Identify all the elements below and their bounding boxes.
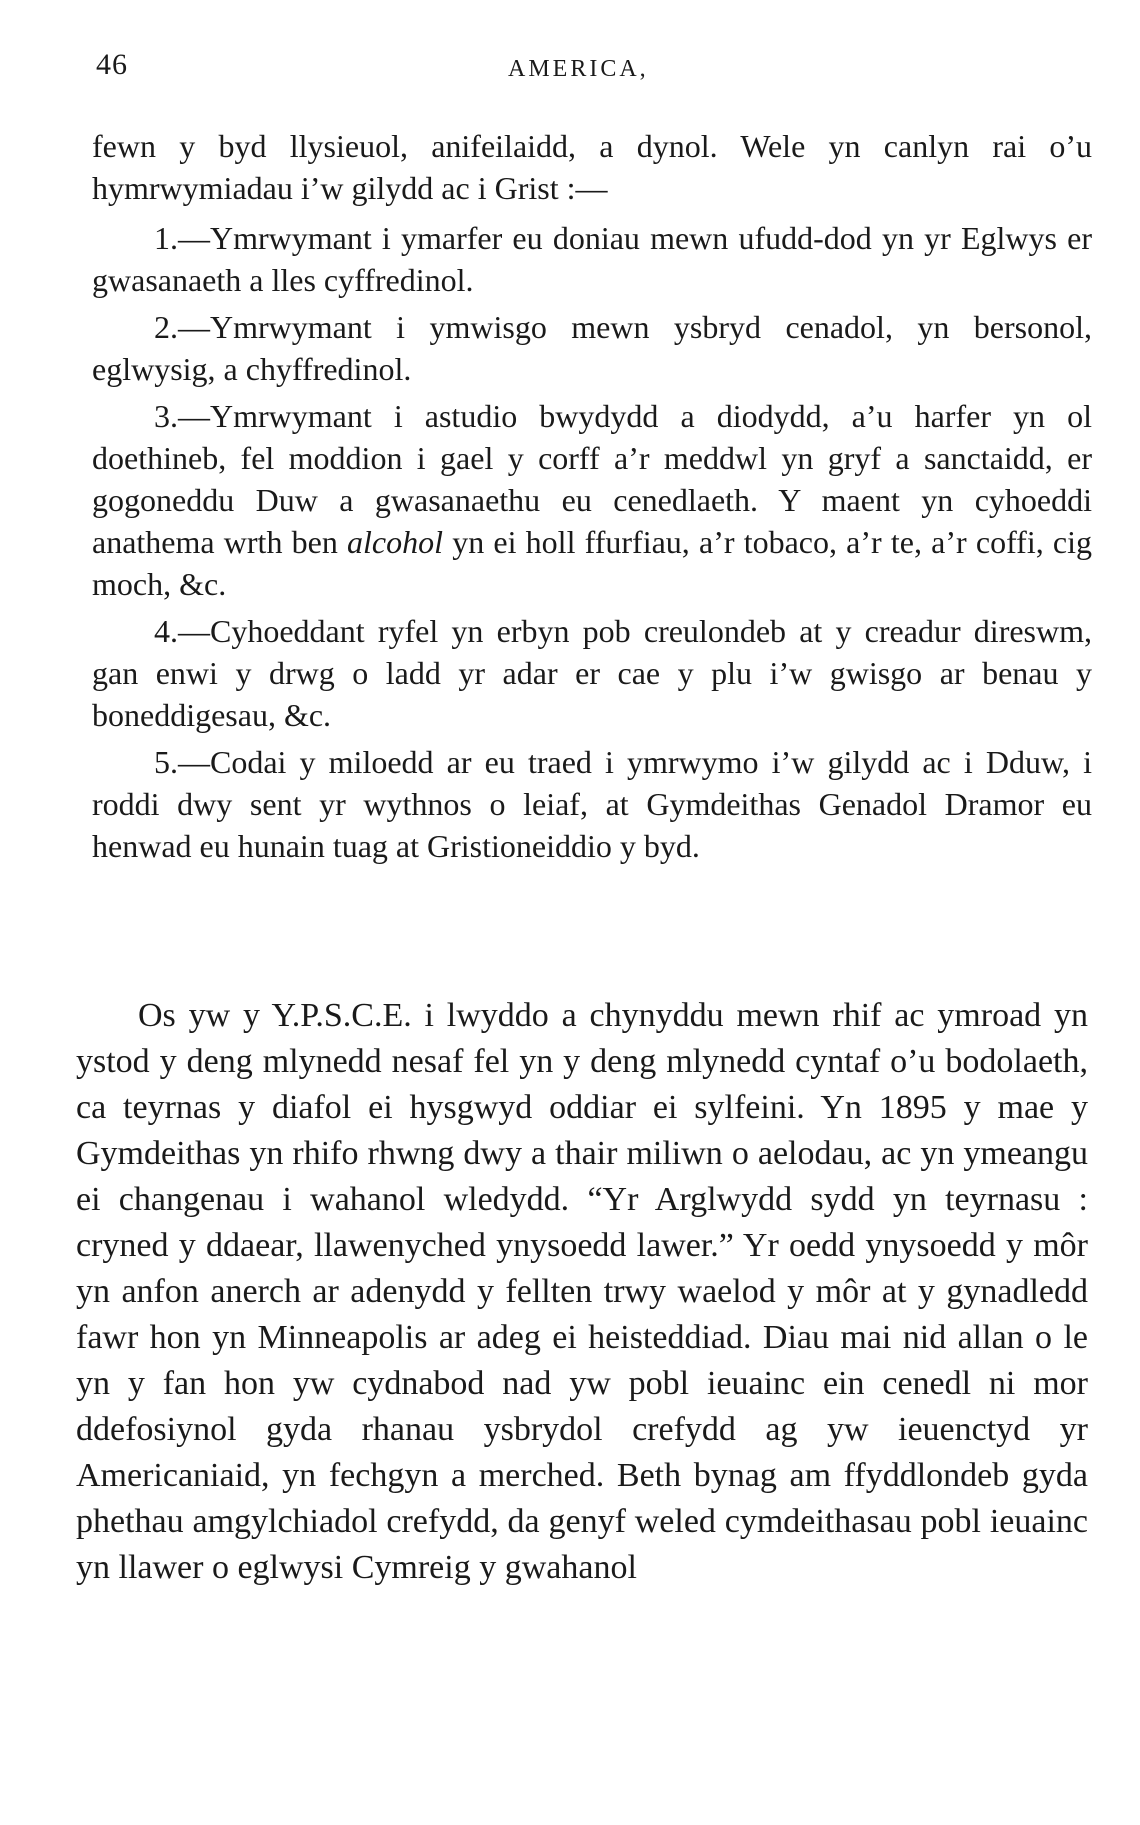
italic-term: alcohol bbox=[347, 524, 444, 560]
resolution-number: 2. bbox=[154, 309, 178, 345]
page-number: 46 bbox=[96, 48, 128, 81]
resolution-number: 5. bbox=[154, 744, 178, 780]
intro-paragraph: fewn y byd llysieuol, anifeilaidd, a dynol. Wele yn canlyn rai o’u hymrwymiadau i’w gilydd ac i Grist :— bbox=[92, 128, 1092, 206]
resolution-text-continued: yn ei holl ffurfiau, a’r tobaco, a’r te, a’r coffi, cig moch, &c. bbox=[92, 524, 1093, 602]
resolution-text: —Ymrwymant i ymwisgo mewn ysbryd cenadol, yn bersonol, eglwysig, a chyffredinol. bbox=[92, 309, 1092, 387]
resolutions-section bbox=[92, 125, 1092, 872]
resolution-item-4 bbox=[92, 610, 1092, 736]
main-text-section bbox=[76, 993, 1088, 1591]
resolution-item-2 bbox=[92, 306, 1092, 390]
resolution-text: —Ymrwymant i ymarfer eu doniau mewn ufudd-dod yn yr Eglwys er gwasanaeth a lles cyffredinol. bbox=[92, 220, 1092, 298]
resolution-text: —Codai y miloedd ar eu traed i ymrwymo i’w gilydd ac i Dduw, i roddi dwy sent yr wythnos o leiaf, at Gymdeithas Genadol Dramor eu henwad eu hunain tuag at Gristioneiddio y byd. bbox=[92, 744, 1092, 864]
running-header bbox=[96, 48, 1096, 88]
running-title: AMERICA, bbox=[508, 56, 649, 82]
resolution-number: 1. bbox=[154, 220, 178, 256]
resolution-number: 4. bbox=[154, 613, 178, 649]
resolution-item-3 bbox=[92, 395, 1092, 605]
resolution-text: —Ymrwymant i astudio bwydydd a diodydd, a’u harfer yn ol doethineb, fel moddion i gael y corff a’r meddwl yn gryf a sanctaidd, er gogoneddu Duw a gwasanaethu eu cenedlaeth. Y maent yn cyhoeddi anathema wrth ben bbox=[92, 398, 1092, 560]
resolution-item-1 bbox=[92, 217, 1092, 301]
resolution-number: 3. bbox=[154, 398, 178, 434]
resolution-item-5 bbox=[92, 741, 1092, 867]
main-paragraph: Os yw y Y.P.S.C.E. i lwyddo a chynyddu mewn rhif ac ymroad yn ystod y deng mlynedd nesaf fel yn y deng mlynedd cyntaf o’u bodolaeth, ca teyrnas y diafol ei hysgwyd oddiar ei sylfeini. Yn 1895 y mae y Gymdeithas yn rhifo rhwng dwy a thair miliwn o aelodau, ac yn ymeangu ei changenau i wahanol wledydd. “Yr Arglwydd sydd yn teyrnasu : cryned y ddaear, llawenyched ynysoedd lawer.” Yr oedd ynysoedd y môr yn anfon anerch ar adenydd y fellten trwy waelod y môr at y gynadledd fawr hon yn Minneapolis ar adeg ei heisteddiad. Diau mai nid allan o le yn y fan hon yw cydnabod nad yw pobl ieuainc ein cenedl ni mor ddefosiynol gyda rhanau ysbrydol crefydd ag yw ieuenctyd yr Americaniaid, yn fechgyn a merched. Beth bynag am ffyddlondeb gyda phethau amgylchiadol crefydd, da genyf weled cymdeithasau pobl ieuainc yn llawer o eglwysi Cymreig y gwahanol bbox=[76, 997, 1088, 1586]
resolution-text: —Cyhoeddant ryfel yn erbyn pob creulondeb at y creadur direswm, gan enwi y drwg o ladd yr adar er cae y plu i’w gwisgo ar benau y boneddigesau, &c. bbox=[92, 613, 1092, 733]
